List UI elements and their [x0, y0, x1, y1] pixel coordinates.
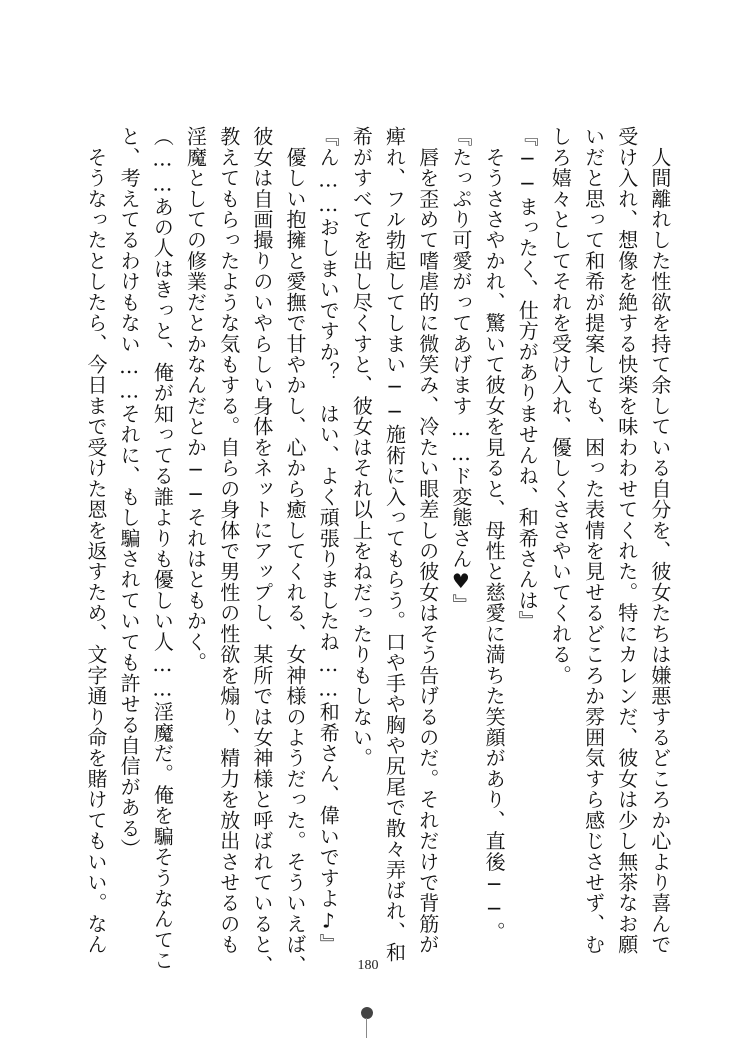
- text-line-14: 教えてもらったような気もする。自らの身体で男性の性欲を煽り、精力を放出させるのも: [216, 126, 241, 955]
- page-stem-line: [366, 1018, 367, 1038]
- bullet-marker: [361, 1007, 373, 1019]
- text-line-12: 優しい抱擁と愛撫で甘やかし、心から癒してくれる、女神様のようだった。そういえば、: [283, 126, 308, 976]
- page-number: 180: [357, 958, 379, 973]
- text-line-4: しろ嬉々としてそれを受け入れ、優しくささやいてくれる。: [548, 126, 573, 686]
- text-line-8: 唇を歪めて嗜虐的に微笑み、冷たい眼差しの彼女はそう告げるのだ。それだけで背筋が: [415, 126, 440, 955]
- text-line-1: 人間離れした性欲を持て余している自分を、彼女たちは嫌悪するどころか心より喜んで: [647, 126, 672, 955]
- text-line-18: そうなったとしたら、今日まで受けた恩を返すため、文字通り命を賭けてもいい。なん: [84, 126, 108, 955]
- text-line-17: と、考えてるわけもない……それに、もし騙されていても許せる自信がある）: [117, 126, 142, 860]
- text-line-5: 『──まったく、仕方がありませんね、和希さんは』: [515, 126, 540, 632]
- text-line-6: そうささやかれ、驚いて彼女を見ると、母性と慈愛に満ちた笑顔があり、直後──。: [482, 126, 507, 943]
- text-line-15: 淫魔としての修業だとかなんだとか──それはともかく。: [183, 126, 208, 673]
- text-line-16: （……あの人はきっと、俺が知ってる誰よりも優しい人……淫魔だ。俺を騙そうなんてこ: [150, 126, 175, 971]
- text-line-9: 痺れ、フル勃起してしまい──施術に入ってもらう。口や手や胸や尻尾で散々弄ばれ、和: [382, 126, 407, 963]
- text-line-7: 『たっぷり可愛がってあげます……ド変態さん♥』: [448, 126, 473, 615]
- text-line-2: 受け入れ、想像を絶する快楽を味わわせてくれた。特にカレンだ、彼女は少し無茶なお願: [614, 126, 639, 955]
- text-line-3: いだと思って和希が提案しても、困った表情を見せるどころか雰囲気すら感じさせず、む: [581, 126, 606, 955]
- text-line-11: 『ん……おしまいですか？ はい、よく頑張りましたね……和希さん、偉いですよ♪』: [316, 126, 341, 955]
- text-line-13: 彼女は自画撮りのいやらしい身体をネットにアップし、某所では女神様と呼ばれていると、: [249, 126, 274, 976]
- text-line-10: 希がすべてを出し尽くすと、彼女はそれ以上をねだったりもしない。: [349, 126, 374, 769]
